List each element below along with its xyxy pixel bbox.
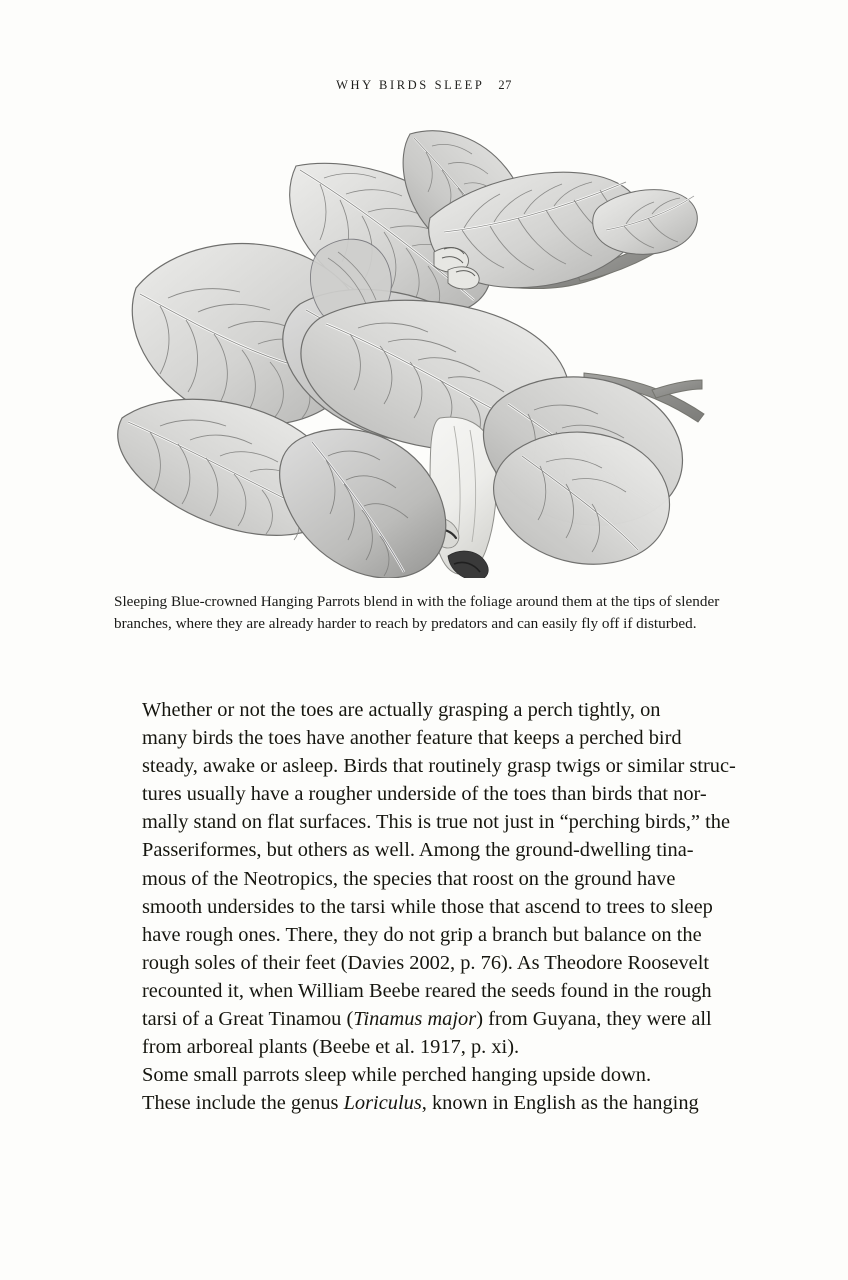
line-pre: These include the genus (142, 1092, 344, 1115)
text-line-species (114, 1005, 717, 1033)
text-line: smooth undersides to the tarsi while those that ascend to trees to sleep (142, 895, 713, 918)
line-pre: tarsi of a Great Tinamou ( (142, 1008, 354, 1031)
parrot-foliage-drawing (114, 118, 716, 578)
text-line: Whether or not the toes are actually grasping a perch tightly, on (142, 699, 661, 721)
line-post: , known in English as the hanging (421, 1092, 699, 1115)
text-line: many birds the toes have another feature that keeps a perched bird (142, 727, 682, 750)
species-name-tinamus: Tinamus major (353, 1008, 477, 1031)
text-line: Some small parrots sleep while perched hanging upside down. (142, 1064, 652, 1087)
line-post: ) from Guyana, they were all (476, 1008, 712, 1031)
text-line: rough soles of their feet (Davies 2002, p. 76). As Theodore Roosevelt (142, 951, 710, 974)
text-line: steady, awake or asleep. Birds that routinely grasp twigs or similar struc- (142, 755, 736, 778)
figure-illustration (114, 118, 716, 578)
page-number: 27 (498, 78, 512, 92)
body-text (114, 696, 736, 1117)
running-head (0, 78, 848, 93)
text-line-genus (114, 1089, 717, 1117)
running-head-title: WHY BIRDS SLEEP (336, 78, 485, 92)
text-line: from arboreal plants (Beebe et al. 1917, p. xi). (142, 1036, 520, 1059)
text-line: have rough ones. There, they do not grip a branch but balance on the (142, 923, 702, 946)
figure-caption: Sleeping Blue-crowned Hanging Parrots blend in with the foliage around them at the tips of slender branches, where they are already harder to reach by predators and can easily fly off if disturbed. (114, 593, 720, 633)
text-line: mous of the Neotropics, the species that roost on the ground have (142, 867, 676, 890)
text-line: recounted it, when William Beebe reared the seeds found in the rough (142, 979, 712, 1002)
paragraph-2 (114, 1061, 717, 1117)
text-line: Passeriformes, but others as well. Among the ground-dwelling tina- (142, 839, 694, 862)
text-line: tures usually have a rougher underside of the toes than birds that nor- (142, 783, 707, 806)
text-line: mally stand on flat surfaces. This is true not just in “perching birds,” the (142, 811, 730, 834)
leaf-lower-left-front (280, 429, 446, 578)
genus-name-loriculus: Loriculus (343, 1092, 422, 1115)
paragraph-1 (114, 696, 736, 1061)
